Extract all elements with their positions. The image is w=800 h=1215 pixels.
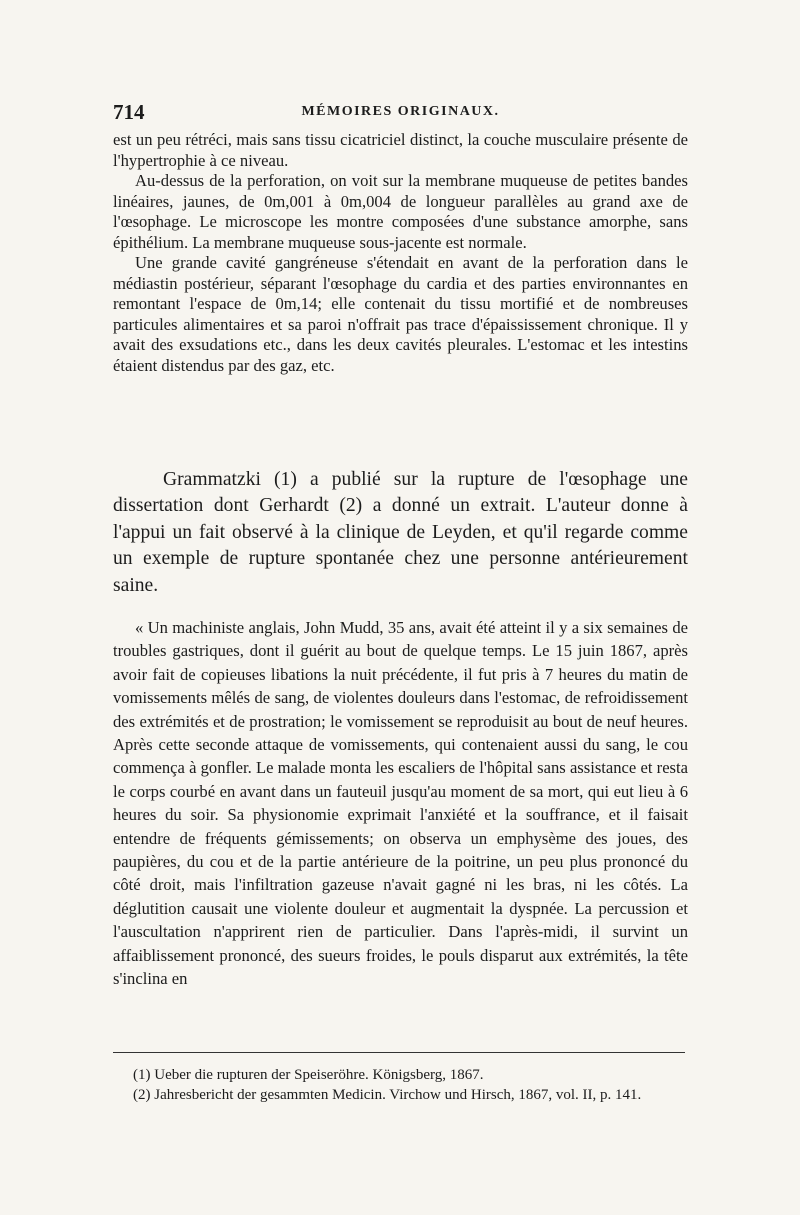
footnotes <box>113 1066 688 1105</box>
paragraph-4: Grammatzki (1) a publié sur la rupture de l'œsophage une dissertation dont Gerhardt (2) a donné un extrait. L'auteur donne à l'appui un fait observé à la clinique de Leyden, et qu'il regarde comme un exemple de rupture spontanée chez une personne antérieurement saine. <box>113 469 688 596</box>
autopsy-text <box>113 130 688 376</box>
paragraph-1: est un peu rétréci, mais sans tissu cicatriciel distinct, la couche musculaire présente de l'hypertrophie à ce niveau. <box>113 130 688 170</box>
page-header <box>113 100 688 124</box>
paragraph-2: Au-dessus de la perforation, on voit sur la membrane muqueuse de petites bandes linéaires, jaunes, de 0m,001 à 0m,004 de longueur parallèles au grand axe de l'œsophage. Le microscope les montre composées d'une substance amorphe, sans épithélium. La membrane muqueuse sous-jacente est normale. <box>113 171 688 252</box>
main-text <box>113 467 688 599</box>
paragraph-5: « Un machiniste anglais, John Mudd, 35 ans, avait été atteint il y a six semaines de troubles gastriques, dont il guérit au bout de quelque temps. Le 15 juin 1867, après avoir fait de copieuses libations la nuit précédente, il fut pris à 7 heures du matin de vomissements mêlés de sang, de violentes douleurs dans l'estomac, de refroidissement des extrémités et de prostration; le vomissement se reproduisit au bout de neuf heures. Après cette seconde attaque de vomissements, qui contenaient aussi du sang, le cou commença à gonfler. Le malade monta les escaliers de l'hôpital sans assistance et resta le corps courbé en avant dans un fauteuil jusqu'au moment de sa mort, qui eut lieu à 6 heures du soir. Sa physionomie exprimait l'anxiété et la souffrance, et il faisait entendre de fréquents gémissements; on observa un emphysème des joues, des paupières, du cou et de la partie antérieure de la poitrine, un peu plus prononcé du côté droit, mais l'infiltration gazeuse n'avait gagné ni les bras, ni les côtés. La déglutition causait une violente douleur et augmentait la dyspnée. La percussion et l'auscultation n'apprirent rien de particulier. Dans l'après-midi, il survint un affaiblissement prononcé, des sueurs froides, le pouls disparut aux extrémités, la tête s'inclina en <box>113 618 688 989</box>
footnote-1: (1) Ueber die rupturen der Speiseröhre. Königsberg, 1867. <box>133 1067 484 1083</box>
page-number: 714 <box>113 100 145 124</box>
footnote-2: (2) Jahresbericht der gesammten Medicin. Virchow und Hirsch, 1867, vol. II, p. 141. <box>133 1086 642 1103</box>
footnote-divider <box>113 1052 685 1053</box>
case-report-quote <box>113 616 688 991</box>
running-title: MÉMOIRES ORIGINAUX. <box>301 104 500 119</box>
paragraph-3: Une grande cavité gangréneuse s'étendait en avant de la perforation dans le médiastin postérieur, séparant l'œsophage du cardia et des parties environnantes en remontant l'espace de 0m,14; elle contenait du tissu mortifié et de nombreuses particules alimentaires et sa paroi n'offrait pas trace d'épaississement chronique. Il y avait des exsudations etc., dans les deux cavités pleurales. L'estomac et les intestins étaient distendus par des gaz, etc. <box>113 253 688 375</box>
